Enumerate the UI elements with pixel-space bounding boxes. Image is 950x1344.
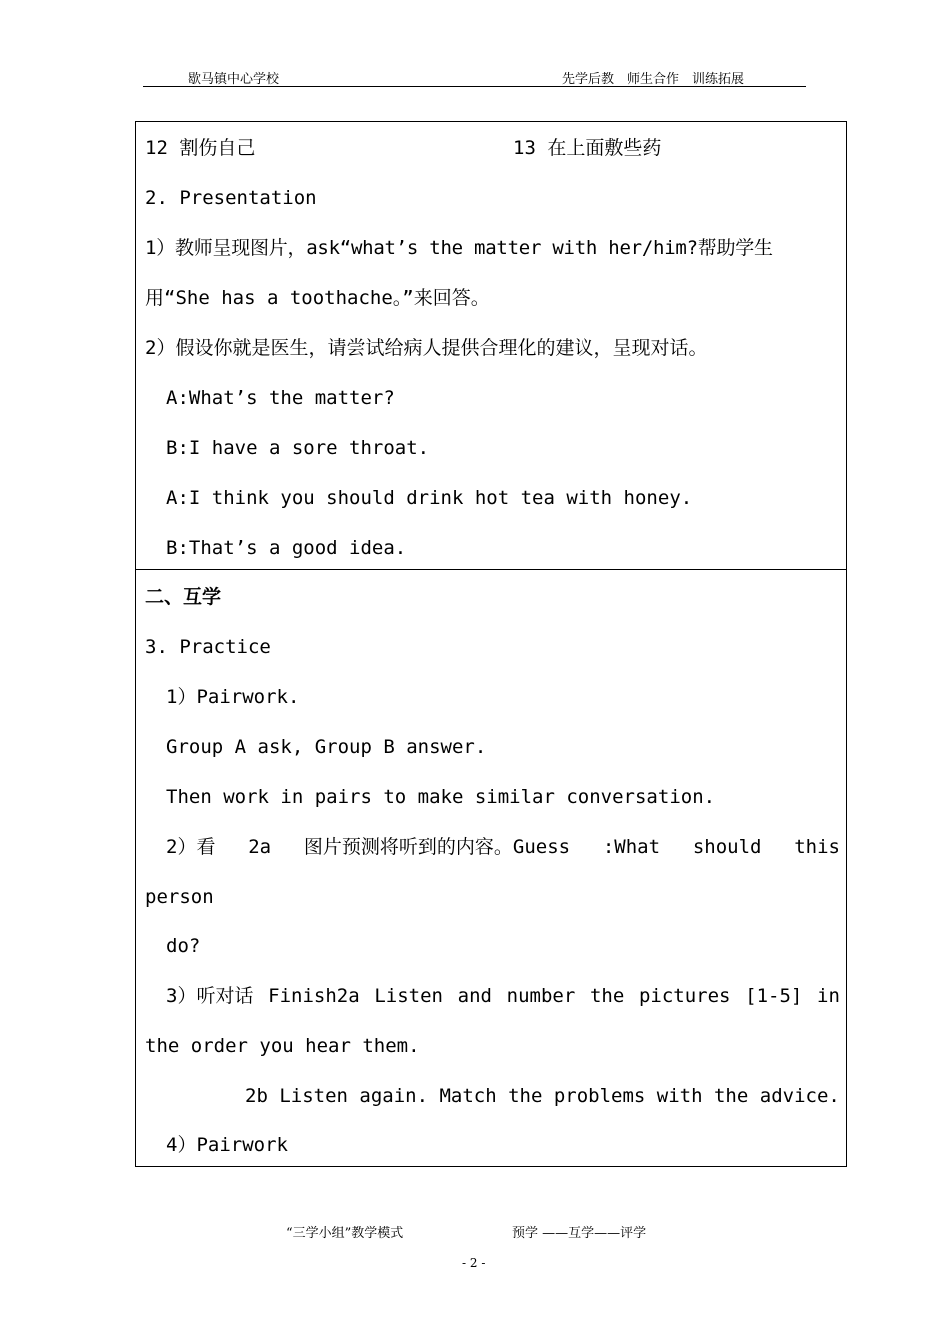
header-rule [143,86,806,87]
word: Listen [374,985,443,1007]
word: in [817,985,840,1007]
vocab-item-12: 12 割伤自己 [145,137,256,159]
presentation-heading: 2. Presentation [145,187,317,209]
word: 3）听对话 [166,985,254,1007]
practice-step3-line2: the order you hear them. [145,1035,420,1057]
word: should [692,836,762,858]
practice-step4: 4）Pairwork [166,1134,288,1156]
practice-step2-line2: person [145,886,214,908]
dialogue-line: B:That’s a good idea. [166,537,407,559]
practice-heading: 3. Practice [145,636,271,658]
practice-step2-line1 [166,835,840,859]
dialogue-line: A:What’s the matter? [166,387,395,409]
page-number: - 2 - [462,1256,486,1270]
presentation-step2: 2）假设你就是医生，请尝试给病人提供合理化的建议，呈现对话。 [145,337,708,359]
word: 2a [248,836,272,858]
practice-group-instruction: Group A ask, Group B answer. [166,736,487,758]
presentation-step1-line2: 用“She has a toothache。”来回答。 [145,287,490,309]
dialogue-line: B:I have a sore throat. [166,437,430,459]
practice-step1: 1）Pairwork. [166,686,300,708]
word: :What [602,836,661,858]
dialogue-line: A:I think you should drink hot tea with honey. [166,487,693,509]
word: this [794,836,840,858]
practice-pairs-instruction: Then work in pairs to make similar conversation. [166,786,716,808]
presentation-step1-line1: 1）教师呈现图片，ask“what’s the matter with her/him?帮助学生 [145,237,773,259]
word: number [506,985,576,1007]
word: 2）看 [166,836,216,858]
word: Finish2a [268,985,360,1007]
word: and [457,985,492,1007]
word: 图片预测将听到的内容。Guess [303,836,571,858]
practice-step3-2b: 2b Listen again. Match the problems with the advice. [245,1085,840,1107]
footer-mode: “三学小组”教学模式 [286,1226,404,1241]
vocab-item-13: 13 在上面敷些药 [513,137,662,159]
word: the [589,985,625,1007]
header-school-name: 歇马镇中心学校 [188,72,280,87]
word: [1-5] [745,985,803,1007]
header-motto: 先学后教 师生合作 训练拓展 [562,72,745,87]
practice-step3-line1 [166,984,840,1008]
footer-stages: 预学 ——互学——评学 [512,1226,647,1241]
practice-step2-line3: do? [166,935,201,957]
word: pictures [638,985,731,1007]
section-heading: 二、互学 [145,586,222,608]
